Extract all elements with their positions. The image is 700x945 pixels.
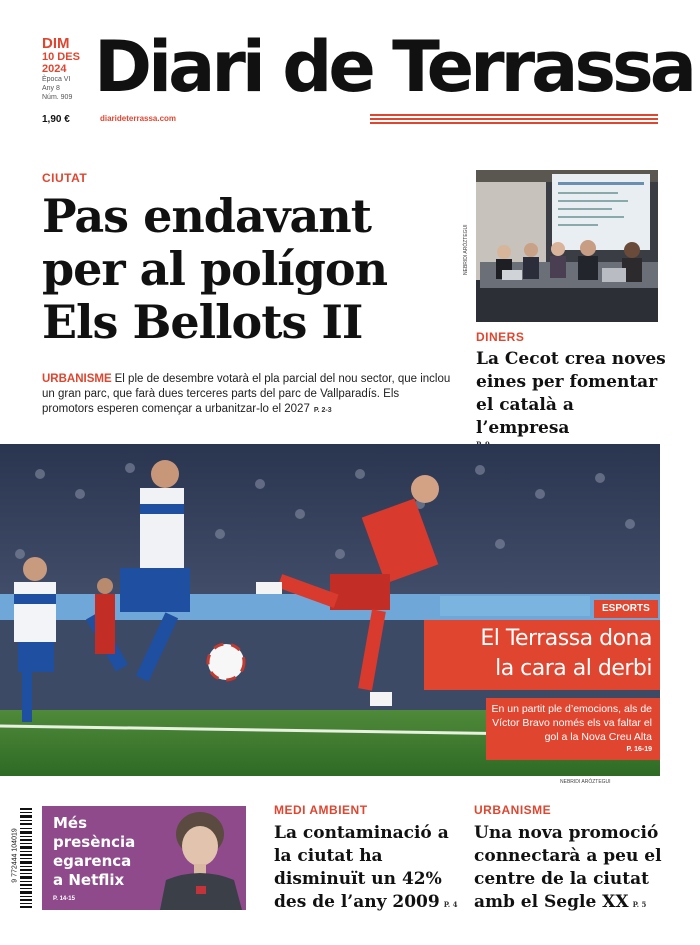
cover-price: 1,90 € bbox=[42, 114, 70, 125]
edition-date: 10 DES bbox=[42, 51, 80, 63]
masthead bbox=[0, 0, 700, 150]
big-photo-credit: NEBRIDI ARÓZTEGUI bbox=[560, 779, 611, 785]
lead-headline-line: Els Bellots II bbox=[42, 295, 363, 349]
side-kicker: DINERS bbox=[476, 330, 525, 344]
edition-epoca: Època VI bbox=[42, 76, 71, 83]
sport-page-ref: P. 16-19 bbox=[626, 746, 652, 753]
sport-kicker: ESPORTS bbox=[594, 600, 658, 618]
lead-kicker: CIUTAT bbox=[42, 171, 88, 185]
edition-any: Any 8 bbox=[42, 85, 60, 92]
edition-number: Núm. 909 bbox=[42, 94, 73, 101]
barcode bbox=[10, 806, 32, 910]
col2-headline-text: Una nova promoció connectarà a peu el centre de la ciutat amb el Segle XX bbox=[474, 823, 662, 912]
lead-headline-line: Pas endavant bbox=[42, 189, 371, 243]
col1-headline[interactable] bbox=[274, 822, 464, 916]
lead-page-ref: P. 2-3 bbox=[313, 407, 332, 414]
col1-headline-text: La contaminació a la ciutat ha disminuït un 42% des de l’any 2009 bbox=[274, 823, 449, 912]
newspaper-logo: Diari de Terrassa bbox=[94, 26, 693, 108]
lead-headline[interactable] bbox=[42, 190, 462, 349]
col1-page-ref: P. 4 bbox=[443, 900, 458, 909]
boy-portrait-icon bbox=[150, 806, 246, 910]
edition-day: DIM bbox=[42, 35, 70, 52]
barcode-digits: 9 772444 104019 bbox=[11, 828, 19, 883]
sport-body-text: En un partit ple d’emocions, als de Víctor Bravo només els va faltar el gol a la Nova Creu Alta bbox=[491, 703, 652, 743]
side-headline-text: La Cecot crea noves eines per fomentar el català a l’empresa bbox=[476, 349, 666, 438]
sport-headline-line: la cara al derbi bbox=[495, 656, 652, 681]
netflix-line: presència bbox=[53, 833, 136, 851]
sport-headline[interactable] bbox=[424, 620, 660, 690]
cecot-conference-photo[interactable] bbox=[476, 170, 658, 322]
col2-headline[interactable] bbox=[474, 822, 664, 916]
sport-summary bbox=[486, 698, 660, 760]
side-headline[interactable] bbox=[476, 348, 666, 450]
lead-summary bbox=[42, 372, 452, 418]
col2-page-ref: P. 5 bbox=[632, 900, 647, 909]
netflix-promo-text bbox=[53, 814, 149, 890]
lead-headline-line: per al polígon bbox=[42, 242, 388, 296]
col2-kicker: URBANISME bbox=[474, 803, 552, 817]
website-url[interactable]: diarideterrassa.com bbox=[100, 114, 177, 123]
netflix-line: a Netflix bbox=[53, 871, 125, 889]
netflix-page-ref: P. 14-15 bbox=[53, 896, 75, 902]
edition-year: 2024 bbox=[42, 63, 67, 75]
netflix-line: Més bbox=[53, 814, 88, 832]
edition-info bbox=[42, 36, 102, 102]
col1-kicker: MEDI AMBIENT bbox=[274, 803, 368, 817]
lead-section-tag: URBANISME bbox=[42, 373, 112, 385]
masthead-stripes bbox=[370, 114, 658, 128]
netflix-line: egarenca bbox=[53, 852, 132, 870]
sport-headline-line: El Terrassa dona bbox=[480, 626, 652, 651]
lead-body-text: El ple de desembre votarà el pla parcial del nou sector, que inclou un gran parc, que farà dues terceres parts del parc de Vallparadís. Els promotors esperen començar a urbanitzar-lo el 2027 bbox=[42, 373, 451, 415]
side-photo-credit: NEBRIDI ARÓZTEGUI bbox=[463, 224, 469, 275]
netflix-promo[interactable] bbox=[42, 806, 246, 910]
conference-photo-illustration bbox=[476, 170, 658, 322]
